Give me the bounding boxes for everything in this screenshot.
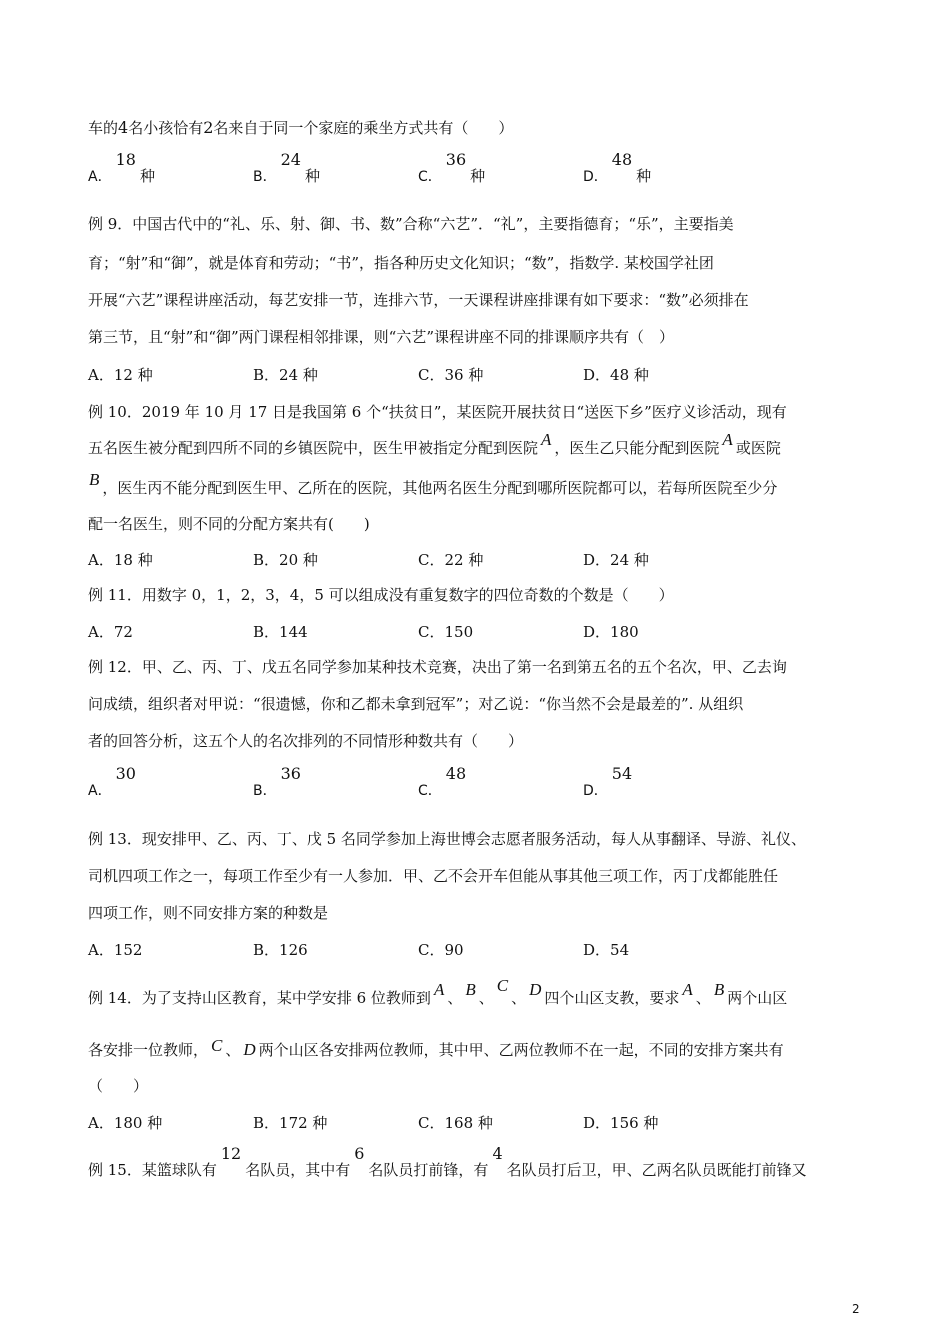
- q11-line-1: 例 11．用数字 0，1，2，3，4，5 可以组成没有重复数字的四位奇数的个数是（ ）: [88, 586, 674, 604]
- q12-line-2: 问成绩，组织者对甲说：“很遗憾，你和乙都未拿到冠军”；对乙说：“你当然不会是最差的”. 从组织: [88, 695, 744, 713]
- math-var-c: C: [496, 976, 509, 995]
- q9-line-1: 例 9．中国古代中的“礼、乐、射、御、书、数”合称“六艺”．“礼”，主要指德育；“乐”，主要指美: [88, 215, 734, 233]
- q11-option-b[interactable]: B．144: [253, 623, 308, 641]
- math-var-a: A: [722, 430, 733, 449]
- q10-line-4: 配一名医生，则不同的分配方案共有( ): [88, 515, 370, 533]
- q10-line-2: 五名医生被分配到四所不同的乡镇医院中，医生甲被指定分配到医院 A ，医生乙只能分配到医院 A 或医院: [88, 430, 781, 457]
- q9-option-c[interactable]: C．36 种: [418, 366, 484, 384]
- q9-option-a[interactable]: A．12 种: [88, 366, 153, 384]
- q14-line-1: 例 14．为了支持山区教育，某中学安排 6 位教师到 A 、 B 、C、 D 四个山区支教，要求 A 、 B 两个山区: [88, 976, 788, 1007]
- q13-option-a[interactable]: A．152: [88, 941, 143, 959]
- q12-line-1: 例 12．甲、乙、丙、丁、戊五名同学参加某种技术竞赛，决出了第一名到第五名的五个名次，甲、乙去询: [88, 658, 787, 676]
- q8-option-a[interactable]: A．18种: [88, 150, 155, 185]
- q8-option-d[interactable]: D．48种: [583, 150, 652, 185]
- math-var-b: B: [713, 980, 725, 999]
- math-var-a: A: [433, 980, 445, 999]
- q14-line-2: 各安排一位教师， C 、 D 两个山区各安排两位教师，其中甲、乙两位教师不在一起，不同的安排方案共有: [88, 1036, 784, 1059]
- q9-line-3: 开展“六艺”课程讲座活动，每艺安排一节，连排六节，一天课程讲座排课有如下要求：“数”必须排在: [88, 291, 749, 309]
- q8-options: [88, 150, 848, 199]
- math-var-d: D: [529, 980, 542, 999]
- q9-option-d[interactable]: D．48 种: [583, 366, 649, 384]
- q13-options: [88, 939, 848, 973]
- q11-option-a[interactable]: A．72: [88, 623, 133, 641]
- q14-options: [88, 1112, 848, 1146]
- q14-line-3: （ ）: [88, 1077, 149, 1095]
- math-var-a: A: [682, 980, 693, 999]
- q10-option-d[interactable]: D．24 种: [583, 551, 649, 569]
- math-var-b: B: [465, 980, 476, 999]
- q14-option-a[interactable]: A．180 种: [88, 1114, 163, 1132]
- q12-option-b[interactable]: B．36: [253, 764, 301, 799]
- q10-option-c[interactable]: C．22 种: [418, 551, 484, 569]
- q8-stem: 车的4名小孩恰有2名来自于同一个家庭的乘坐方式共有（ ）: [88, 118, 514, 137]
- math-var-a: A: [541, 430, 552, 449]
- q13-line-2: 司机四项工作之一，每项工作至少有一人参加．甲、乙不会开车但能从事其他三项工作，丙丁戊都能胜任: [88, 867, 779, 885]
- q13-option-c[interactable]: C．90: [418, 941, 464, 959]
- q12-option-c[interactable]: C．48: [418, 764, 467, 799]
- q12-option-d[interactable]: D．54: [583, 764, 633, 799]
- q12-option-a[interactable]: A．30: [88, 764, 136, 799]
- q10-line-1: 例 10．2019 年 10 月 17 日是我国第 6 个“扶贫日”，某医院开展扶贫日“送医下乡”医疗义诊活动，现有: [88, 403, 787, 421]
- q14-option-c[interactable]: C．168 种: [418, 1114, 493, 1132]
- q10-option-a[interactable]: A．18 种: [88, 551, 153, 569]
- math-var-d: D: [243, 1040, 256, 1059]
- q12-line-3: 者的回答分析，这五个人的名次排列的不同情形种数共有（ ）: [88, 732, 524, 750]
- q9-option-b[interactable]: B．24 种: [253, 366, 318, 384]
- q14-option-b[interactable]: B．172 种: [253, 1114, 328, 1132]
- q11-option-c[interactable]: C．150: [418, 623, 474, 641]
- q9-options: [88, 364, 848, 398]
- q13-line-3: 四项工作，则不同安排方案的种数是: [88, 904, 329, 922]
- page-number: 2: [852, 1302, 860, 1316]
- q9-line-4: 第三节，且“射”和“御”两门课程相邻排课，则“六艺”课程讲座不同的排课顺序共有（ ）: [88, 328, 675, 346]
- q13-option-b[interactable]: B．126: [253, 941, 308, 959]
- q14-option-d[interactable]: D．156 种: [583, 1114, 659, 1132]
- q13-line-1: 例 13．现安排甲、乙、丙、丁、戊 5 名同学参加上海世博会志愿者服务活动，每人从事翻译、导游、礼仪、: [88, 830, 806, 848]
- q10-options: [88, 549, 848, 583]
- q10-option-b[interactable]: B．20 种: [253, 551, 318, 569]
- q10-line-3: B ，医生丙不能分配到医生甲、乙所在的医院，其他两名医生分配到哪所医院都可以，若每所医院至少分: [86, 478, 777, 498]
- q9-line-2: 育；“射”和“御”，就是体育和劳动；“书”，指各种历史文化知识；“数”，指数学. 某校国学社团: [88, 254, 714, 272]
- q12-options: [88, 764, 848, 814]
- q11-option-d[interactable]: D．180: [583, 623, 639, 641]
- q15-line-1: 例 15．某篮球队有12名队员，其中有6名队员打前锋，有4名队员打后卫，甲、乙两名队员既能打前锋又: [88, 1144, 807, 1179]
- q8-option-b[interactable]: B．24种: [253, 150, 320, 185]
- q13-option-d[interactable]: D．54: [583, 941, 630, 959]
- q8-option-c[interactable]: C．36种: [418, 150, 486, 185]
- math-var-c: C: [211, 1036, 223, 1055]
- math-var-b: B: [89, 470, 100, 489]
- q11-options: [88, 621, 848, 655]
